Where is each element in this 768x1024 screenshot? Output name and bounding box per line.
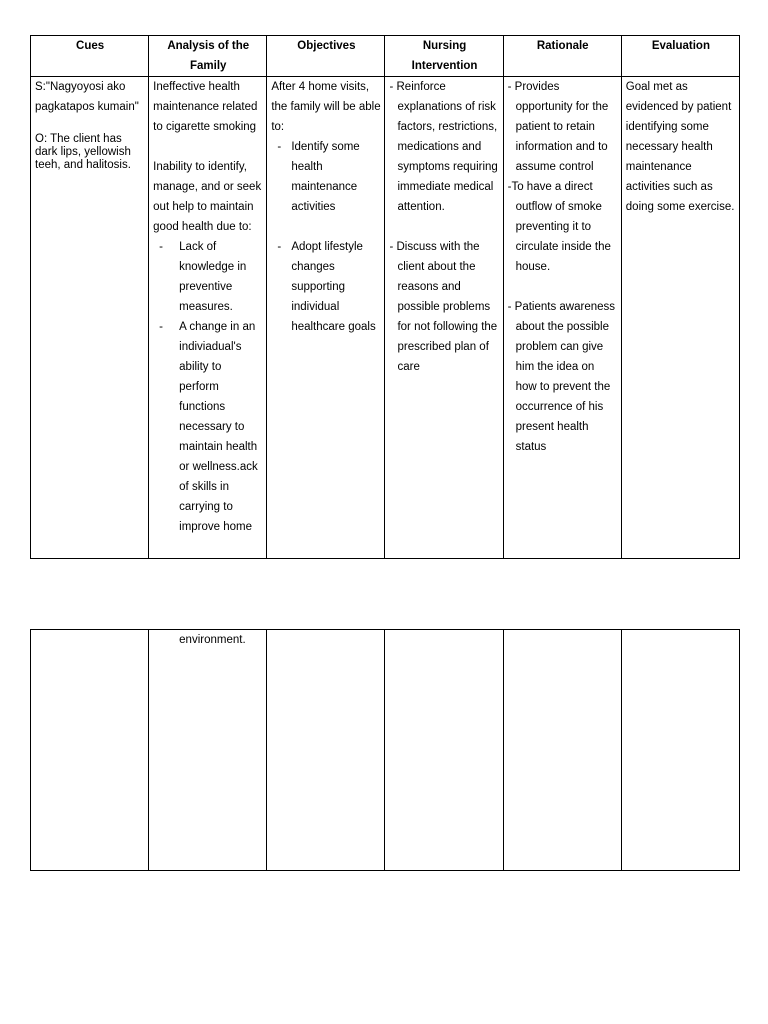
nursing-care-plan-table — [30, 35, 740, 559]
rationale-cell — [503, 630, 621, 871]
evaluation-cell — [621, 630, 739, 871]
cues-cell — [31, 77, 149, 559]
header-row — [31, 36, 740, 77]
header-intervention: Nursing Intervention — [385, 36, 503, 77]
contributing-factors-list — [153, 237, 263, 537]
intervention-item: - Reinforce explanations of risk factors, restrictions, medications and symptoms requiring immediate medical attention. — [389, 81, 498, 213]
analysis-cell — [149, 77, 267, 559]
list-item: - Identify some health maintenance activities — [271, 137, 381, 217]
continuation-row — [31, 630, 740, 871]
objectives-cell — [267, 77, 385, 559]
evaluation-cell — [621, 77, 739, 559]
objectives-intro: After 4 home visits, the family will be able to: — [271, 81, 381, 133]
intervention-cell — [385, 77, 503, 559]
analysis-continued: environment. — [179, 634, 246, 646]
care-plan-continuation-table — [30, 629, 740, 871]
analysis-cell — [149, 630, 267, 871]
header-analysis: Analysis of the Family — [149, 36, 267, 77]
header-rationale: Rationale — [503, 36, 621, 77]
analysis-problem-2: Inability to identify, manage, and or seek out help to maintain good health due to: — [153, 161, 262, 233]
objectives-list — [271, 137, 381, 337]
intervention-item: - Discuss with the client about the reasons and possible problems for not following the prescribed plan of care — [389, 241, 498, 373]
list-item: - Adopt lifestyle changes supporting individual healthcare goals — [271, 237, 381, 337]
care-plan-row — [31, 77, 740, 559]
header-evaluation: Evaluation — [621, 36, 739, 77]
evaluation-text: Goal met as evidenced by patient identifying some necessary health maintenance activities such as doing some exercise. — [625, 81, 735, 213]
list-item: - Lack of knowledge in preventive measures. — [153, 237, 263, 317]
analysis-problem-1: Ineffective health maintenance related to cigarette smoking — [153, 81, 258, 133]
header-objectives: Objectives — [267, 36, 385, 77]
header-cues: Cues — [31, 36, 149, 77]
rationale-cell — [503, 77, 621, 559]
list-item: - A change in an indiviadual's ability to perform functions necessary to maintain health or wellness.ack of skills in carrying to improve home — [153, 317, 263, 537]
rationale-item: - Provides opportunity for the patient to retain information and to assume control — [507, 81, 609, 173]
intervention-cell — [385, 630, 503, 871]
objectives-cell — [267, 630, 385, 871]
subjective-cue: S:"Nagyoyosi ako pagkatapos kumain" — [35, 81, 139, 113]
rationale-item: - Patients awareness about the possible problem can give him the idea on how to prevent the occurrence of his present health status — [507, 301, 616, 453]
objective-cue: O: The client has dark lips, yellowish teeh, and halitosis. — [35, 133, 131, 171]
cues-cell — [31, 630, 149, 871]
rationale-item: -To have a direct outflow of smoke preventing it to circulate inside the house. — [507, 181, 611, 273]
